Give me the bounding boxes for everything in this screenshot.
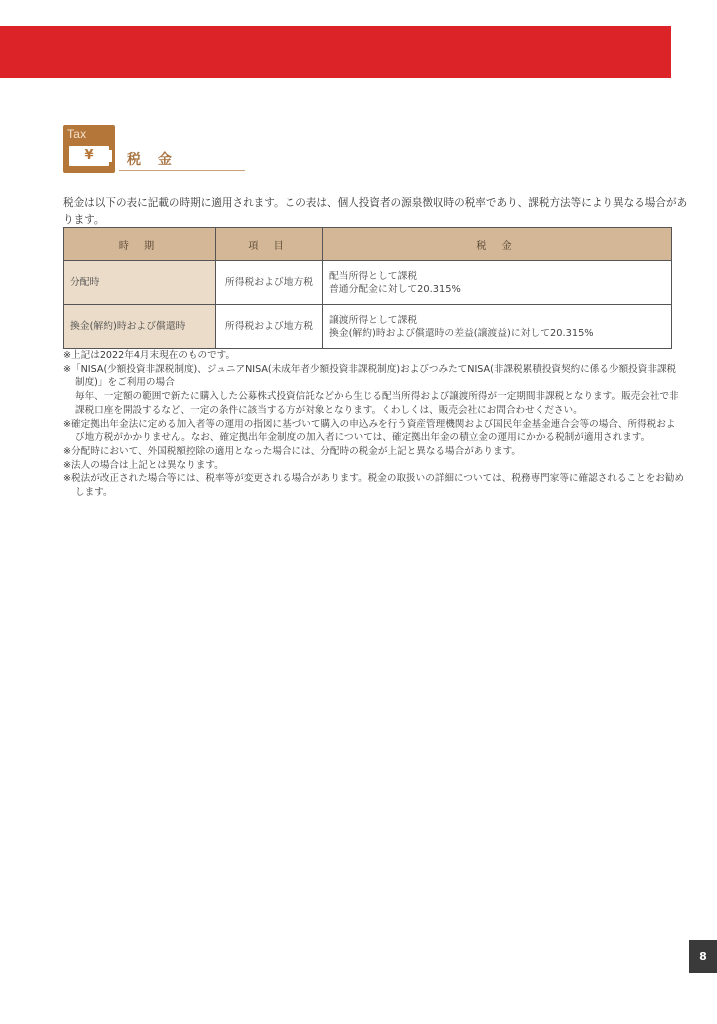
row-tax-line1: 譲渡所得として課税 — [329, 314, 418, 326]
note-item: ※分配時において、外国税額控除の適用となった場合には、分配時の税金が上記と異なる場合があります。 — [63, 445, 521, 457]
tax-icon-word: Tax — [67, 127, 87, 141]
row-period: 換金(解約)時および償還時 — [64, 305, 216, 349]
row-item: 所得税および地方税 — [216, 261, 323, 305]
tax-yen-icon — [63, 125, 115, 173]
row-tax — [323, 305, 672, 349]
note-item: ※確定拠出年金法に定める加入者等の運用の指図に基づいて購入の申込みを行う資産管理機関および国民年金基金連合会等の場合、所得税および地方税がかかりません。なお、確定拠出年金制度の加入者については、確定拠出年金の積立金の運用にかかる税制が適用されます。 — [63, 418, 676, 444]
notes-list — [63, 349, 685, 500]
page-number: 8 — [689, 940, 717, 973]
row-tax — [323, 261, 672, 305]
note-item: ※上記は2022年4月末現在のものです。 — [63, 350, 236, 361]
table-row — [64, 305, 672, 349]
header-period: 時 期 — [64, 228, 216, 261]
table-header-row — [64, 228, 672, 261]
row-tax-line1: 配当所得として課税 — [329, 270, 418, 282]
row-period: 分配時 — [64, 261, 216, 305]
note-nisa-detail: 毎年、一定額の範囲で新たに購入した公募株式投資信託などから生じる配当所得および譲渡所得が一定期間非課税となります。販売会社で非課税口座を開設するなど、一定の条件に該当する方が対象となります。くわしくは、販売会社にお問合わせください。 — [75, 391, 679, 416]
note-item — [63, 363, 685, 418]
note-nisa-text: ※「NISA(少額投資非課税制度)、ジュニアNISA(未成年者少額投資非課税制度)およびつみたてNISA(非課税累積投資契約に係る少額投資非課税制度)」をご利用の場合 — [63, 363, 677, 389]
table-row — [64, 261, 672, 305]
title-underline — [119, 170, 245, 171]
row-item: 所得税および地方税 — [216, 305, 323, 349]
note-item: ※法人の場合は上記とは異なります。 — [63, 459, 224, 471]
row-tax-line2: 普通分配金に対して20.315% — [329, 283, 461, 295]
section-header — [63, 125, 695, 173]
tax-table — [63, 227, 672, 349]
note-item: ※税法が改正された場合等には、税率等が変更される場合があります。税金の取扱いの詳細については、税務専門家等に確認されることをお勧めします。 — [63, 473, 685, 499]
header-tax: 税 金 — [323, 228, 672, 261]
top-red-band — [0, 26, 671, 78]
intro-text: 税金は以下の表に記載の時期に適用されます。この表は、個人投資者の源泉徴収時の税率であり、課税方法等により異なる場合があります。 — [63, 196, 688, 226]
row-tax-line2: 換金(解約)時および償還時の差益(譲渡益)に対して20.315% — [329, 327, 594, 339]
header-item: 項 目 — [216, 228, 323, 261]
section-title: 税 金 — [127, 152, 178, 168]
yen-symbol: ¥ — [69, 146, 109, 166]
